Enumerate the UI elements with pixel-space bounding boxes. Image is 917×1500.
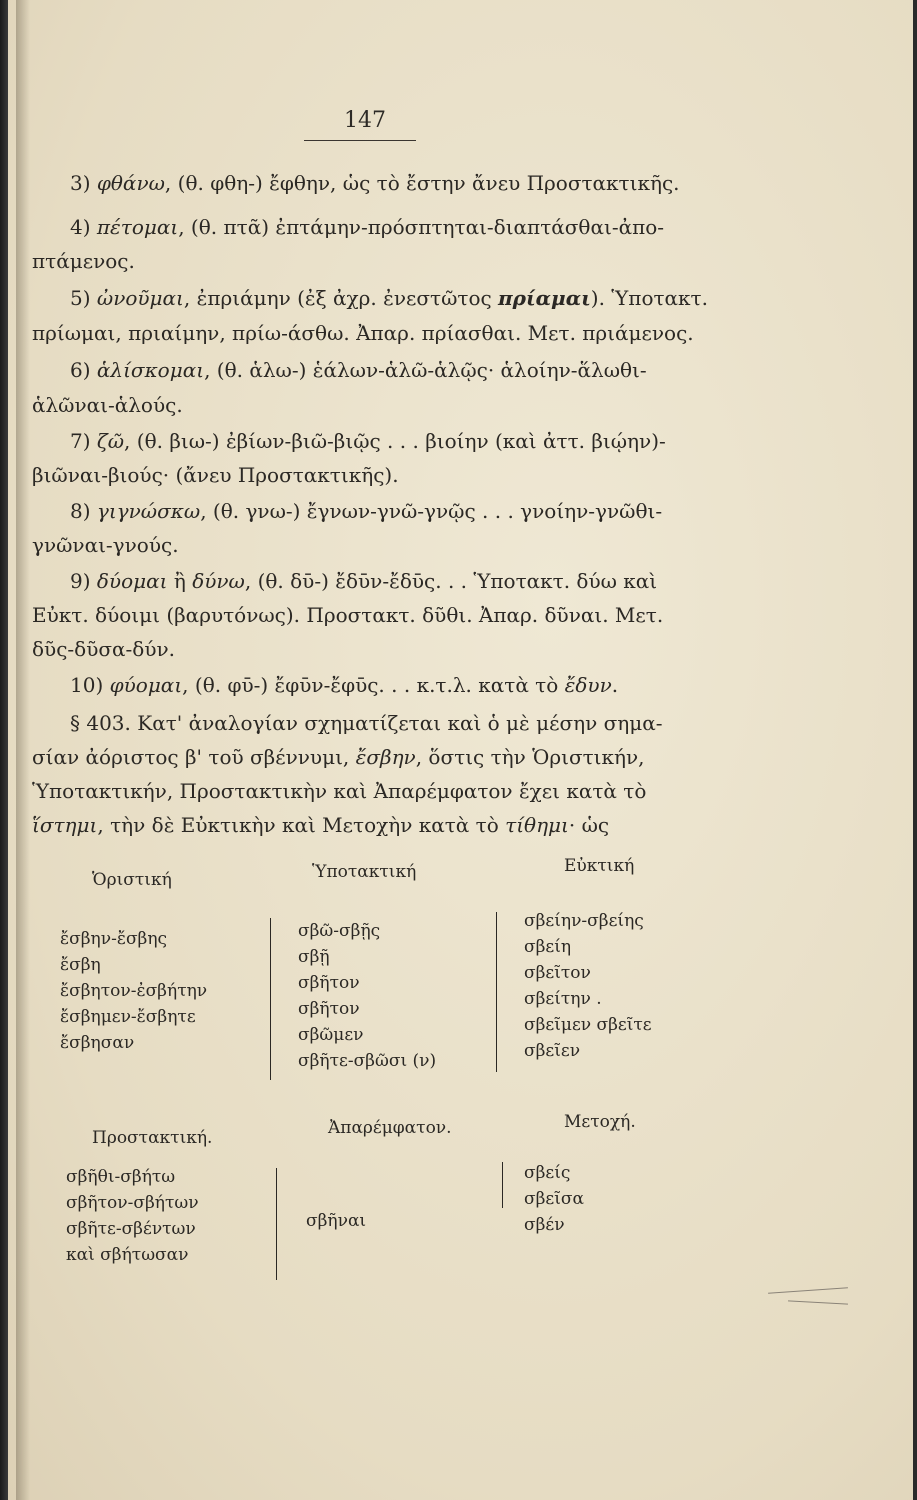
table2-header-1: Προστακτική.: [92, 1128, 213, 1148]
table2-column-3: [524, 1160, 584, 1238]
text-fragment: ἢ: [167, 569, 193, 593]
text-fragment: σίαν ἀόριστος β' τοῦ σβέννυμι,: [32, 745, 356, 769]
text-line: [32, 462, 399, 488]
text-line: [70, 170, 680, 196]
table-cell: σβῶμεν: [298, 1025, 364, 1045]
book-page: [8, 0, 913, 1500]
text-fragment: γνῶναι-γνούς.: [32, 533, 179, 557]
table-cell: σβείη: [524, 937, 572, 957]
text-fragment: ἵστημι: [32, 813, 98, 837]
text-fragment: 8): [70, 499, 97, 523]
gutter-shadow: [16, 0, 30, 1500]
pencil-mark-2: [788, 1300, 848, 1304]
text-line: [32, 320, 694, 346]
table-cell: σβείην-σβείης: [524, 911, 644, 931]
text-line: [32, 778, 646, 804]
text-line: [32, 812, 609, 838]
text-fragment: , ἐπριάμην (ἐξ ἀχρ. ἐνεστῶτος: [183, 286, 499, 310]
table-cell: σβεῖμεν σβεῖτε: [524, 1015, 652, 1035]
text-fragment: , (θ. γνω-) ἔγνων-γνῶ-γνῷς . . . γνοίην-γνῶθι-: [200, 499, 663, 523]
text-fragment: Εὐκτ. δύοιμι (βαρυτόνως). Προστακτ. δῦθι. Ἀπαρ. δῦναι. Μετ.: [32, 603, 664, 627]
table-cell: ἔσβημεν-ἔσβητε: [60, 1007, 196, 1027]
table2-divider-2: [502, 1162, 503, 1208]
table2-column-2: [306, 1208, 366, 1234]
text-line: [70, 710, 663, 736]
table2-header-2: Ἀπαρέμφατον.: [328, 1118, 452, 1138]
table-cell: σβεῖσα: [524, 1189, 584, 1209]
table-cell: σβῇ: [298, 947, 330, 967]
text-fragment: 4): [70, 215, 97, 239]
book-spine: [0, 0, 8, 1500]
text-fragment: φθάνω: [96, 171, 165, 195]
text-line: [32, 636, 175, 662]
text-fragment: , (θ. πτᾶ) ἐπτάμην-πρόσπτηται-διαπτάσθαι-ἀπο-: [178, 215, 665, 239]
table1-column-2: [298, 918, 436, 1074]
text-fragment: ). Ὑποτακτ.: [590, 286, 708, 310]
text-line: [70, 357, 647, 383]
table-cell: σβῆτε-σβέντων: [66, 1219, 196, 1239]
text-line: [70, 285, 708, 311]
table2-header-3: Μετοχή.: [564, 1112, 636, 1132]
table-cell: ἔσβησαν: [60, 1033, 135, 1053]
text-line: [70, 214, 664, 240]
text-fragment: 7): [70, 429, 97, 453]
table-cell: σβῶ-σβῇς: [298, 921, 381, 941]
text-line: [32, 248, 135, 274]
text-line: [32, 602, 663, 628]
table-cell: ἔσβη: [60, 955, 101, 975]
text-fragment: δύομαι: [96, 569, 168, 593]
text-line: [70, 568, 657, 594]
table-cell: καὶ σβήτωσαν: [66, 1245, 189, 1265]
text-fragment: φύομαι: [109, 673, 183, 697]
table-cell: σβεῖεν: [524, 1041, 581, 1061]
text-fragment: 9): [70, 569, 97, 593]
text-line: [32, 392, 183, 418]
text-fragment: ὠνοῦμαι: [96, 286, 184, 310]
table1-divider-1: [270, 918, 271, 1080]
pencil-mark: [768, 1287, 848, 1294]
text-fragment: Ὑποτακτικήν, Προστακτικὴν καὶ Ἀπαρέμφατον ἔχει κατὰ τὸ: [32, 779, 647, 803]
page-number-rule: [304, 140, 416, 141]
text-fragment: , (θ. φθη-) ἔφθην, ὡς τὸ ἔστην ἄνευ Προστακτικῆς.: [164, 171, 680, 195]
page-number: 147: [344, 108, 386, 133]
text-fragment: , (θ. δῡ-) ἔδῡν-ἔδῡς. . . Ὑποτακτ. δύω καὶ: [244, 569, 658, 593]
table1-header-2: Ὑποτακτική: [312, 862, 417, 882]
table-cell: σβῆτον: [298, 999, 360, 1019]
text-line: [70, 428, 666, 454]
text-fragment: βιῶναι-βιούς· (ἄνευ Προστακτικῆς).: [32, 463, 399, 487]
text-fragment: τίθημι: [505, 813, 569, 837]
table-cell: σβῆθι-σβήτω: [66, 1167, 176, 1187]
table-cell: ἔσβην-ἔσβης: [60, 929, 168, 949]
table1-header-3: Εὐκτική: [564, 856, 635, 876]
table1-divider-2: [496, 912, 497, 1072]
text-fragment: , (θ. ἁλω-) ἑάλων-ἁλῶ-ἁλῷς· ἁλοίην-ἅλωθι-: [204, 358, 647, 382]
text-fragment: , (θ. φῡ-) ἔφῡν-ἔφῡς. . . κ.τ.λ. κατὰ τὸ: [182, 673, 565, 697]
text-fragment: , (θ. βιω-) ἐβίων-βιῶ-βιῷς . . . βιοίην (καὶ ἀττ. βιῴην)-: [124, 429, 666, 453]
text-fragment: 10): [70, 673, 110, 697]
text-fragment: ἁλίσκομαι: [96, 358, 205, 382]
text-fragment: ἔσβην: [355, 745, 416, 769]
table-cell: σβείτην .: [524, 989, 602, 1009]
table-cell: σβεῖτον: [524, 963, 591, 983]
text-fragment: 5): [70, 286, 97, 310]
table2-divider-1: [276, 1168, 277, 1280]
text-fragment: 6): [70, 358, 97, 382]
text-fragment: γιγνώσκω: [96, 499, 201, 523]
text-line: [32, 532, 179, 558]
text-fragment: · ὡς: [568, 813, 610, 837]
text-line: [70, 498, 662, 524]
text-fragment: § 403. Κατ' ἀναλογίαν σχηματίζεται καὶ ὁ μὲ μέσην σημα-: [70, 711, 663, 735]
text-fragment: , τὴν δὲ Εὐκτικὴν καὶ Μετοχὴν κατὰ τὸ: [97, 813, 506, 837]
text-fragment: πρίαμαι: [498, 286, 591, 310]
text-fragment: ἔδυν: [564, 673, 612, 697]
table-cell: σβῆναι: [306, 1211, 367, 1231]
table-cell: σβέν: [524, 1215, 565, 1235]
text-fragment: , ὅστις τὴν Ὁριστικήν,: [415, 745, 645, 769]
table-cell: σβῆτε-σβῶσι (ν): [298, 1051, 437, 1071]
table-cell: σβῆτον-σβήτων: [66, 1193, 199, 1213]
table1-column-1: [60, 926, 207, 1056]
text-fragment: .: [611, 673, 619, 697]
text-fragment: πέτομαι: [96, 215, 179, 239]
text-fragment: πρίωμαι, πριαίμην, πρίω-άσθω. Ἀπαρ. πρίασθαι. Μετ. πριάμενος.: [32, 321, 694, 345]
text-line: [32, 744, 645, 770]
table-cell: σβείς: [524, 1163, 571, 1183]
text-fragment: ἁλῶναι-ἁλούς.: [32, 393, 183, 417]
table1-column-3: [524, 908, 652, 1064]
table1-header-1: Ὁριστική: [92, 870, 172, 890]
table2-column-1: [66, 1164, 199, 1268]
text-fragment: ζῶ: [96, 429, 125, 453]
text-line: [70, 672, 618, 698]
text-fragment: 3): [70, 171, 97, 195]
text-fragment: δῦς-δῦσα-δύν.: [32, 637, 175, 661]
table-cell: ἔσβητον-ἐσβήτην: [60, 981, 208, 1001]
table-cell: σβῆτον: [298, 973, 360, 993]
text-fragment: δύνω: [192, 569, 245, 593]
text-fragment: πτάμενος.: [32, 249, 135, 273]
